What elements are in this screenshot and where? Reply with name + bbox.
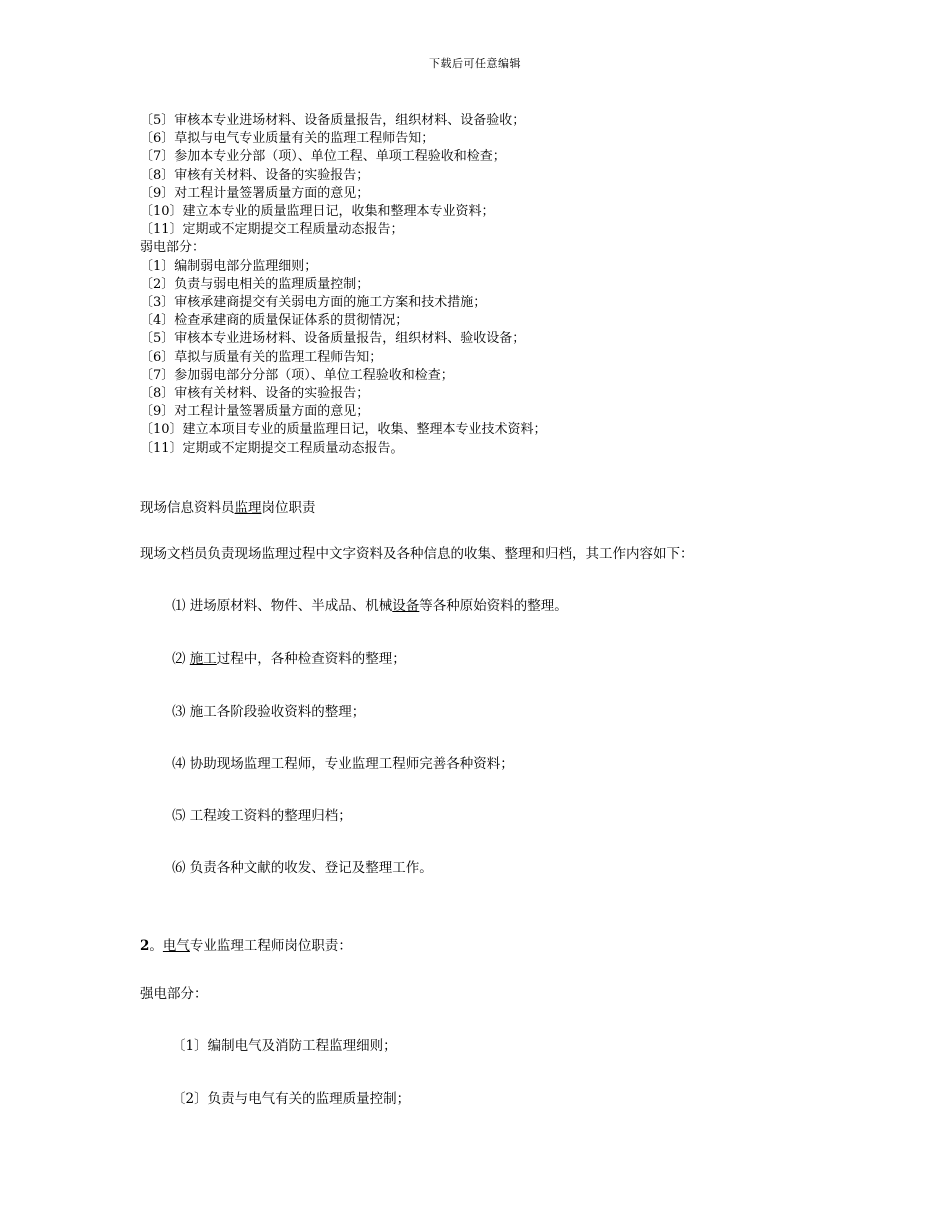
list-item: 〔6〕草拟与电气专业质量有关的监理工程师告知；	[140, 131, 435, 147]
page-header: 下载后可任意编辑	[429, 57, 521, 70]
doc-section-title	[140, 496, 316, 516]
list-item: 〔4〕检查承建商的质量保证体系的贯彻情况；	[140, 313, 409, 329]
list-item: 〔11〕定期或不定期提交工程质量动态报告；	[140, 222, 404, 238]
list-item: 〔8〕审核有关材料、设备的实验报告；	[140, 167, 370, 183]
weak-section-heading: 弱电部分：	[140, 240, 206, 256]
item-text: 等各种原始资料的整理。	[419, 598, 568, 614]
doc-title-post: 岗位职责	[261, 500, 316, 516]
duty-list-block	[140, 112, 840, 458]
list-item: 〔9〕对工程计量签署质量方面的意见；	[140, 404, 370, 420]
item-text: 进场原材料、物件、半成品、机械	[189, 598, 393, 614]
section-2-heading	[140, 934, 352, 954]
list-item: 〔11〕定期或不定期提交工程质量动态报告。	[140, 440, 404, 456]
item-text: 施工各阶段验收资料的整理；	[189, 704, 366, 720]
doc-intro: 现场文档员负责现场监理过程中文字资料及各种信息的收集、整理和归档，其工作内容如下：	[140, 546, 694, 562]
item-link[interactable]: 施工	[189, 651, 217, 667]
list-item: 〔1〕编制电气及消防工程监理细则；	[172, 1038, 397, 1054]
list-item	[172, 804, 352, 824]
strong-section-heading: 强电部分：	[140, 986, 208, 1002]
list-item: 〔7〕参加弱电部分分部（项）、单位工程验收和检查；	[140, 367, 454, 383]
list-item: 〔8〕审核有关材料、设备的实验报告；	[140, 386, 370, 402]
item-text: 过程中，各种检查资料的整理；	[216, 651, 406, 667]
list-item	[172, 594, 568, 614]
list-item: 〔3〕审核承建商提交有关弱电方面的施工方案和技术措施；	[140, 295, 487, 311]
list-item: 〔6〕草拟与质量有关的监理工程师告知；	[140, 349, 383, 365]
list-item: 〔2〕负责与弱电相关的监理质量控制；	[140, 276, 370, 292]
list-item	[172, 700, 365, 720]
section-title: 专业监理工程师岗位职责：	[189, 938, 352, 954]
item-link[interactable]: 设备	[392, 598, 420, 614]
item-number: ⑴	[172, 598, 186, 614]
item-number: ⑹	[172, 860, 186, 876]
list-item: 〔1〕编制弱电部分监理细则；	[140, 258, 318, 274]
list-item: 〔5〕审核本专业进场材料、设备质量报告，组织材料、设备验收；	[140, 113, 526, 128]
item-number: ⑷	[172, 756, 186, 772]
list-item	[172, 752, 514, 772]
item-number: ⑸	[172, 808, 186, 824]
section-sep: 。	[149, 938, 163, 954]
section-number: 2	[140, 938, 150, 954]
doc-title-pre: 现场信息资料员	[140, 500, 235, 516]
list-item: 〔10〕建立本专业的质量监理日记，收集和整理本专业资料；	[140, 204, 495, 220]
list-item	[172, 856, 433, 876]
list-item	[172, 647, 406, 667]
list-item: 〔9〕对工程计量签署质量方面的意见；	[140, 185, 370, 201]
list-item: 〔5〕审核本专业进场材料、设备质量报告，组织材料、验收设备；	[140, 331, 526, 347]
section-link[interactable]: 电气	[162, 938, 190, 954]
item-text: 工程竣工资料的整理归档；	[189, 808, 352, 824]
list-item: 〔10〕建立本项目专业的质量监理日记，收集、整理本专业技术资料；	[140, 422, 547, 438]
list-item: 〔7〕参加本专业分部（项）、单位工程、单项工程验收和检查；	[140, 149, 506, 165]
item-number: ⑵	[172, 651, 186, 667]
item-text: 协助现场监理工程师，专业监理工程师完善各种资料；	[189, 756, 514, 772]
list-item: 〔2〕负责与电气有关的监理质量控制；	[172, 1091, 411, 1107]
item-text: 负责各种文献的收发、登记及整理工作。	[189, 860, 433, 876]
item-number: ⑶	[172, 704, 186, 720]
doc-title-link[interactable]: 监理	[234, 500, 262, 516]
